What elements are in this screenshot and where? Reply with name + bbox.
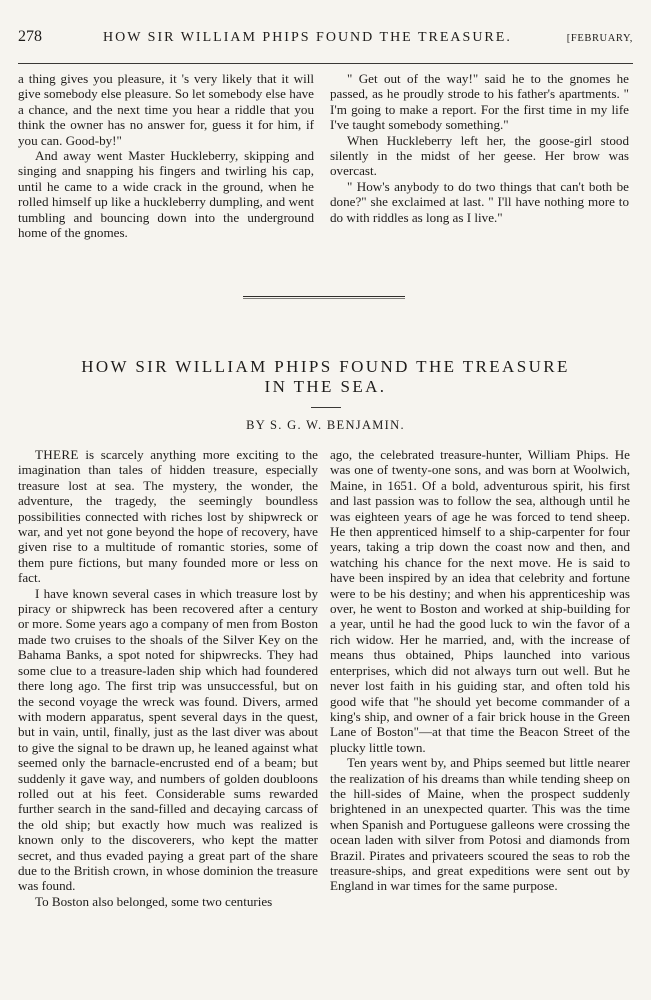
paragraph: " Get out of the way!" said he to the gnomes he passed, as he proudly strode to his father's apartments. " I'm going to make a report. For the first time in my life I've taught somebody something." bbox=[330, 71, 629, 133]
article-title bbox=[20, 357, 631, 397]
paragraph: " How's anybody to do two things that can't both be done?" she exclaimed at last. " I'll have nothing more to do with riddles as long as I live." bbox=[330, 178, 629, 225]
paragraph: When Huckleberry left her, the goose-girl stood silently in the midst of her geese. Her brow was overcast. bbox=[330, 132, 629, 179]
paragraph: Ten years went by, and Phips seemed but little nearer the realization of his dreams than while tending sheep on the hill-sides of Maine, when the prospect suddenly brightened in an unexpected quarter. This was the time when Spanish and Portuguese galleons were crossing the ocean laden with silver from Potosi and diamonds from Brazil. Pirates and privateers scoured the seas to rob the treasure-ships, and great expeditions were sent out by England in war times for the same purpose. bbox=[330, 755, 630, 894]
page-number: 278 bbox=[18, 28, 42, 45]
header-rule bbox=[18, 63, 633, 64]
article-right-column bbox=[330, 447, 630, 894]
paragraph: To Boston also belonged, some two centuries bbox=[35, 893, 273, 909]
paragraph bbox=[18, 447, 318, 586]
paragraph: I have known several cases in which treasure lost by piracy or shipwreck has been recovered after a century or more. Some years ago a company of men from Boston made two cruises to the shoals of the Silver Key on the Bahama Banks, a spot noted for shipwrecks. They had some clue to a treasure-laden ship which had foundered there long ago. The first trip was unsuccessful, but on the second voyage the wreck was found. Divers, armed with modern apparatus, spent several days in the quest, but in vain, until, finally, just as the last diver was about to give the signal to be drawn up, he leaned against what seemed only the barnacle-encrusted end of a beam; but suddenly it gave way, and numbers of golden doubloons rolled out at his feet. Considerable sums rewarded further search in the sand-filled and decaying carcass of the old ship; but exactly how much was realized is known only to the discoverers, who kept the matter secret, and thus evaded paying a great part of the share due to the British crown, in whose dominion the treasure was found. bbox=[18, 585, 318, 894]
article-title-line: HOW SIR WILLIAM PHIPS FOUND THE TREASURE bbox=[81, 357, 570, 376]
title-byline-rule bbox=[311, 407, 341, 408]
section-divider bbox=[243, 296, 405, 299]
byline: BY S. G. W. BENJAMIN. bbox=[246, 418, 405, 432]
paragraph: a thing gives you pleasure, it 's very likely that it will give somebody else pleasure. So let somebody else have a chance, and the next time you hear a riddle that you think the owner has no answer for, guess it for him, if you can. Good-by!" bbox=[18, 71, 314, 148]
previous-story-right-column bbox=[330, 71, 629, 225]
paragraph: And away went Master Huckleberry, skipping and singing and snapping his fingers and twirling his cap, until he came to a wide crack in the ground, when he rolled himself up like a huckleberry dumpling, and went tumbling and bouncing down into the underground home of the gnomes. bbox=[18, 148, 314, 241]
article-title-line: IN THE SEA. bbox=[264, 377, 387, 396]
running-head bbox=[18, 28, 633, 50]
running-head-title: HOW SIR WILLIAM PHIPS FOUND THE TREASURE. bbox=[103, 30, 512, 45]
paragraph-text: is scarcely anything more exciting to the imagination than tales of hidden treasure, especially treasure lost at sea. The mystery, the wonder, the adventure, the tragedy, the seemingly boundless possibilities connected with riches lost by shipwreck or war, and yet not gone beyond the hope of recovery, have given rise to a multitude of romantic stories, some of them pure fictions, but many founded more or less on fact. bbox=[18, 447, 318, 586]
paragraph: ago, the celebrated treasure-hunter, William Phips. He was one of twenty-one sons, and was born at Woolwich, Maine, in 1651. Of a bold, adventurous spirit, his first and last passion was to follow the sea, although until he was eighteen years of age he was forced to tend sheep. He then apprenticed himself to a ship-carpenter for four years, taking a trip down the coast now and then, and watching his chance for the next move. He is said to have been inspired by an idea that celebrity and fortune were to be his destiny; and when his apprenticeship was over, he went to Boston and worked at ship-building for a year, until he had the good luck to win the favor of a rich widow. Her he married, and, with the increase of means thus obtained, Phips launched into various enterprises, which did not always turn out well. But he never lost faith in his guiding star, and often told his good wife that "he should yet become commander of a king's ship, and owner of a fair brick house in the Green Lane of Boston"—at that time the Beacon Street of the plucky little town. bbox=[330, 447, 630, 755]
running-head-month: [FEBRUARY, bbox=[566, 33, 633, 44]
previous-story-left-column bbox=[18, 71, 314, 240]
article-left-column bbox=[18, 447, 318, 909]
lead-word: THERE bbox=[35, 447, 79, 462]
